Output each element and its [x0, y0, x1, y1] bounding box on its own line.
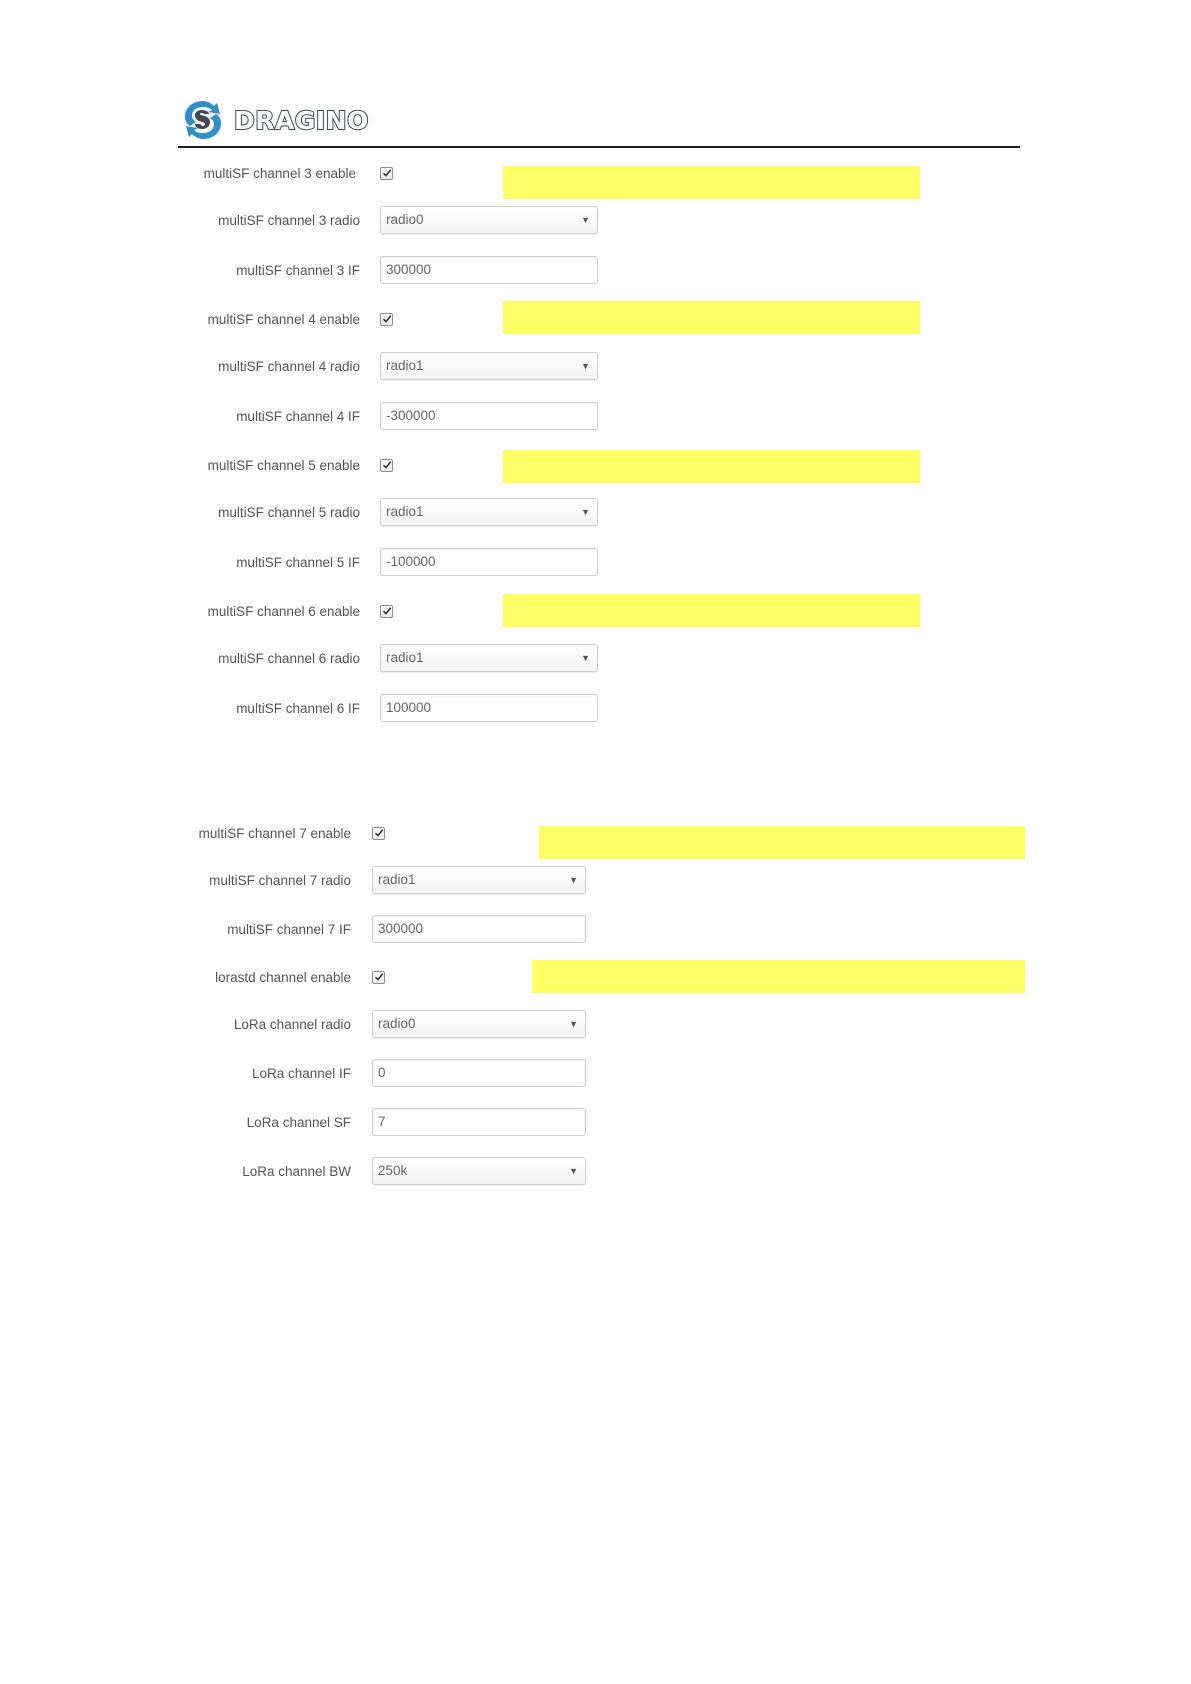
ch5-radio-label: multiSF channel 5 radio — [218, 505, 360, 520]
lora-radio-select[interactable] — [372, 1010, 586, 1038]
ch5-if-input[interactable] — [380, 548, 598, 576]
lora-if-row — [178, 1059, 1028, 1089]
lora-bw-value: 250k — [378, 1163, 408, 1178]
ch3-annotation-highlight — [503, 166, 920, 199]
ch5-if-label: multiSF channel 5 IF — [236, 555, 360, 570]
ch6-if-row — [178, 694, 938, 724]
dropdown-arrow-icon: ▼ — [569, 1166, 578, 1176]
ch7-enable-label: multiSF channel 7 enable — [198, 826, 351, 841]
ch3-enable-checkbox[interactable] — [380, 167, 393, 180]
lorastd-enable-label: lorastd channel enable — [215, 970, 351, 985]
ch5-if-row — [178, 548, 938, 578]
ch3-radio-value: radio0 — [386, 212, 424, 227]
dragino-wordmark: DRAGINO — [234, 105, 369, 135]
lora-bw-row — [178, 1157, 1028, 1187]
dropdown-arrow-icon: ▼ — [581, 215, 590, 225]
ch6-enable-label: multiSF channel 6 enable — [207, 604, 360, 619]
ch3-if-row — [178, 256, 938, 286]
lora-radio-row — [178, 1010, 1028, 1040]
check-icon — [374, 828, 384, 838]
ch6-enable-checkbox[interactable] — [380, 605, 393, 618]
ch5-radio-row — [178, 498, 938, 528]
ch7-radio-value: radio1 — [378, 872, 416, 887]
check-icon — [382, 168, 392, 178]
ch7-enable-checkbox[interactable] — [372, 827, 385, 840]
ch3-radio-select[interactable] — [380, 206, 598, 234]
ch7-if-label: multiSF channel 7 IF — [227, 922, 351, 937]
ch5-annotation-highlight — [503, 450, 920, 483]
ch7-radio-label: multiSF channel 7 radio — [209, 873, 351, 888]
ch6-if-input[interactable] — [380, 694, 598, 722]
dropdown-arrow-icon: ▼ — [569, 875, 578, 885]
check-icon — [382, 314, 392, 324]
ch5-radio-select[interactable] — [380, 498, 598, 526]
ch4-if-row — [178, 402, 938, 432]
ch6-radio-value: radio1 — [386, 650, 424, 665]
ch4-if-label: multiSF channel 4 IF — [236, 409, 360, 424]
ch6-if-label: multiSF channel 6 IF — [236, 701, 360, 716]
ch7-if-value: 300000 — [378, 921, 424, 936]
ch4-radio-row — [178, 352, 938, 382]
ch3-if-value: 300000 — [386, 262, 432, 277]
dragino-logo-icon — [180, 98, 226, 142]
ch3-if-label: multiSF channel 3 IF — [236, 263, 360, 278]
dragino-logo — [180, 98, 369, 142]
lorastd-enable-checkbox[interactable] — [372, 971, 385, 984]
ch6-radio-label: multiSF channel 6 radio — [218, 651, 360, 666]
lora-sf-input[interactable] — [372, 1108, 586, 1136]
ch3-if-input[interactable] — [380, 256, 598, 284]
ch6-annotation-highlight — [503, 594, 920, 627]
lora-if-label: LoRa channel IF — [251, 1066, 351, 1081]
ch7-if-row — [178, 915, 1028, 945]
ch4-if-input[interactable] — [380, 402, 598, 430]
lora-if-input[interactable] — [372, 1059, 586, 1087]
ch6-radio-row — [178, 644, 938, 674]
ch6-if-value: 100000 — [386, 700, 432, 715]
lora-radio-value: radio0 — [378, 1016, 416, 1031]
check-icon — [374, 972, 384, 982]
lorastd-annotation-highlight — [532, 960, 1025, 993]
ch4-radio-value: radio1 — [386, 358, 424, 373]
ch5-enable-label: multiSF channel 5 enable — [207, 458, 360, 473]
lora-sf-value: 7 — [378, 1114, 386, 1129]
page-header — [178, 96, 1020, 148]
dropdown-arrow-icon: ▼ — [581, 653, 590, 663]
lora-if-value: 0 — [378, 1065, 386, 1080]
check-icon — [382, 460, 392, 470]
check-icon — [382, 606, 392, 616]
lora-sf-label: LoRa channel SF — [246, 1115, 351, 1130]
lora-radio-label: LoRa channel radio — [233, 1017, 351, 1032]
ch7-radio-select[interactable] — [372, 866, 586, 894]
ch4-if-value: -300000 — [386, 408, 436, 423]
ch7-annotation-highlight — [539, 826, 1025, 859]
dropdown-arrow-icon: ▼ — [581, 507, 590, 517]
ch5-enable-checkbox[interactable] — [380, 459, 393, 472]
ch7-radio-row — [178, 866, 1028, 896]
ch3-radio-label: multiSF channel 3 radio — [218, 213, 360, 228]
ch4-enable-checkbox[interactable] — [380, 313, 393, 326]
ch5-if-value: -100000 — [386, 554, 436, 569]
ch7-if-input[interactable] — [372, 915, 586, 943]
lora-sf-row — [178, 1108, 1028, 1138]
ch3-enable-label: multiSF channel 3 enable — [203, 166, 356, 181]
ch4-radio-label: multiSF channel 4 radio — [218, 359, 360, 374]
ch3-radio-row — [178, 206, 938, 236]
ch4-radio-select[interactable] — [380, 352, 598, 380]
dropdown-arrow-icon: ▼ — [581, 361, 590, 371]
lora-bw-label: LoRa channel BW — [242, 1164, 351, 1179]
lora-bw-select[interactable] — [372, 1157, 586, 1185]
ch6-radio-select[interactable] — [380, 644, 598, 672]
ch5-radio-value: radio1 — [386, 504, 424, 519]
ch4-enable-label: multiSF channel 4 enable — [207, 312, 360, 327]
dropdown-arrow-icon: ▼ — [569, 1019, 578, 1029]
ch4-annotation-highlight — [503, 301, 920, 334]
